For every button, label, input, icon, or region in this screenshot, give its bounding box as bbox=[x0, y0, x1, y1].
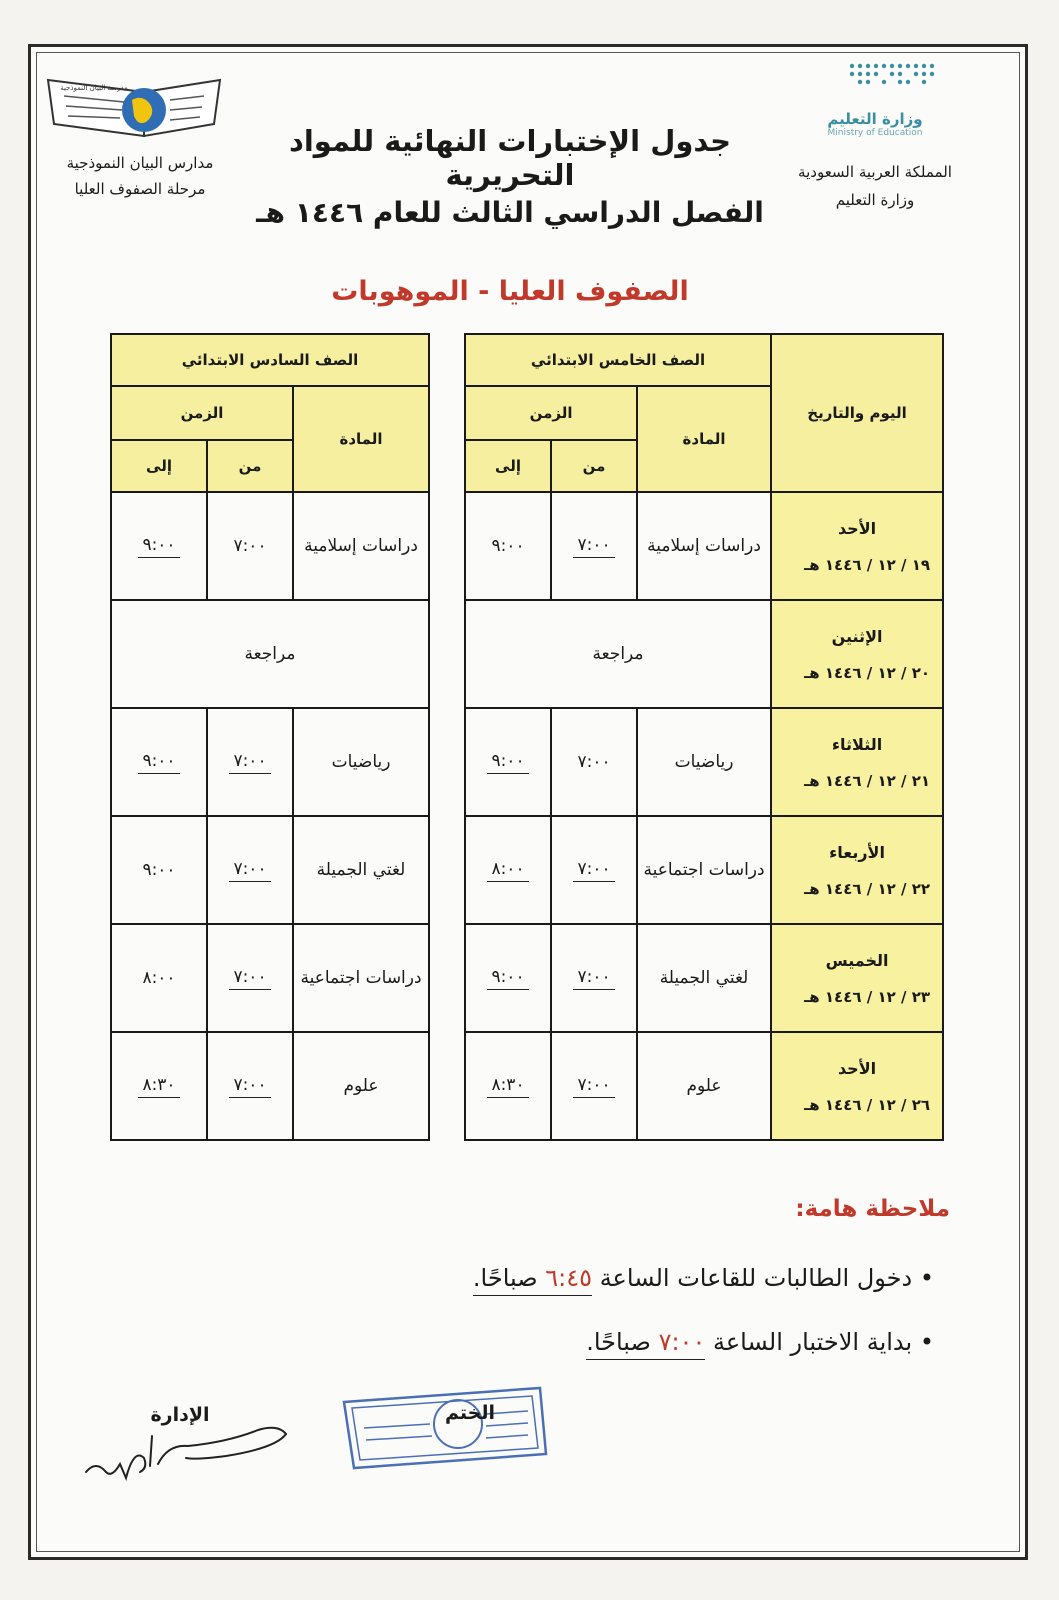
g6-from: ٧:٠٠ bbox=[229, 751, 270, 774]
stamp-label: الختم bbox=[445, 1402, 495, 1424]
day-name: الأحد bbox=[837, 1058, 877, 1078]
g6-from: ٧:٠٠ bbox=[233, 536, 267, 556]
day-date: ١٩ / ١٢ / ١٤٤٦ هـ bbox=[804, 555, 931, 574]
note1-prefix: • دخول الطالبات للقاعات الساعة bbox=[599, 1264, 934, 1292]
g5-from-cell bbox=[551, 924, 637, 1032]
g5-subject: لغتي الجميلة bbox=[637, 924, 771, 1032]
g6-to: ٨:٠٠ bbox=[142, 968, 176, 988]
ministry-text bbox=[790, 158, 960, 214]
day-cell bbox=[771, 1032, 943, 1140]
g5-from: ٧:٠٠ bbox=[573, 1075, 614, 1098]
day-cell bbox=[771, 708, 943, 816]
g5-to: ٨:٠٠ bbox=[487, 859, 528, 882]
day-date: ٢١ / ١٢ / ١٤٤٦ هـ bbox=[804, 771, 931, 790]
note-exam-start bbox=[586, 1328, 934, 1356]
table-row bbox=[111, 924, 943, 1032]
g5-from-cell bbox=[551, 708, 637, 816]
table-row bbox=[111, 816, 943, 924]
exam-schedule-table bbox=[110, 333, 944, 1141]
g6-to: ٩:٠٠ bbox=[138, 751, 179, 774]
day-name: الثلاثاء bbox=[831, 734, 883, 754]
g5-subject-header: المادة bbox=[637, 386, 771, 492]
table-row bbox=[111, 708, 943, 816]
note2-time-wrap bbox=[586, 1328, 705, 1360]
school-logo bbox=[44, 74, 224, 144]
g5-from-cell bbox=[551, 816, 637, 924]
day-cell bbox=[771, 492, 943, 600]
school-name-line2: مرحلة الصفوف العليا bbox=[74, 180, 206, 198]
day-name: الأحد bbox=[837, 518, 877, 538]
day-name: الخميس bbox=[825, 950, 889, 970]
note1-time-wrap bbox=[473, 1264, 592, 1296]
g6-to: ٩:٠٠ bbox=[142, 860, 176, 880]
note2-prefix: • بداية الاختبار الساعة bbox=[712, 1328, 934, 1356]
grade5-header: الصف الخامس الابتدائي bbox=[465, 334, 771, 386]
g5-subject: دراسات اجتماعية bbox=[637, 816, 771, 924]
g5-subject: علوم bbox=[637, 1032, 771, 1140]
g6-to-cell bbox=[111, 708, 207, 816]
table-separator bbox=[429, 334, 465, 1140]
page-subtitle: الفصل الدراسي الثالث للعام ١٤٤٦ هـ bbox=[256, 196, 764, 229]
day-date: ٢٢ / ١٢ / ١٤٤٦ هـ bbox=[804, 879, 931, 898]
day-name: الأربعاء bbox=[829, 842, 885, 862]
admin-label: الإدارة bbox=[150, 1404, 210, 1426]
note2-suffix: صباحًا. bbox=[586, 1328, 651, 1356]
kingdom-name: المملكة العربية السعودية bbox=[798, 163, 952, 181]
g5-to-cell bbox=[465, 708, 551, 816]
table-row bbox=[111, 492, 943, 600]
school-stamp bbox=[340, 1384, 550, 1474]
g6-from-cell bbox=[207, 924, 293, 1032]
day-cell bbox=[771, 924, 943, 1032]
note-entry-time bbox=[473, 1264, 934, 1292]
g6-from-cell bbox=[207, 816, 293, 924]
g6-from-cell bbox=[207, 492, 293, 600]
g6-subject: علوم bbox=[293, 1032, 429, 1140]
g6-subject: لغتي الجميلة bbox=[293, 816, 429, 924]
ministry-logo-en: Ministry of Education bbox=[827, 128, 923, 138]
ministry-logo bbox=[800, 58, 950, 148]
g5-from-header: من bbox=[551, 440, 637, 492]
g5-from-cell bbox=[551, 492, 637, 600]
g5-to-cell bbox=[465, 492, 551, 600]
g6-to-cell bbox=[111, 924, 207, 1032]
g6-from: ٧:٠٠ bbox=[229, 1075, 270, 1098]
page-title: جدول الإختبارات النهائية للمواد التحريرية bbox=[288, 124, 732, 192]
g6-to-cell bbox=[111, 816, 207, 924]
g5-from-cell bbox=[551, 1032, 637, 1140]
day-date: ٢٦ / ١٢ / ١٤٤٦ هـ bbox=[804, 1095, 931, 1114]
g6-to-header: إلى bbox=[111, 440, 207, 492]
g6-from: ٧:٠٠ bbox=[229, 859, 270, 882]
g6-subject-header: المادة bbox=[293, 386, 429, 492]
g6-from-cell bbox=[207, 1032, 293, 1140]
g5-review: مراجعة bbox=[465, 600, 771, 708]
g6-review: مراجعة bbox=[111, 600, 429, 708]
school-logo-text: مدرسة البيان النموذجية bbox=[60, 84, 128, 92]
g5-from: ٧:٠٠ bbox=[573, 859, 614, 882]
g6-subject: دراسات اجتماعية bbox=[293, 924, 429, 1032]
day-name: الإثنين bbox=[831, 626, 883, 646]
note1-time: ٦:٤٥ bbox=[545, 1264, 593, 1292]
school-name-line1: مدارس البيان النموذجية bbox=[66, 154, 214, 172]
ministry-dots-icon bbox=[800, 58, 950, 98]
g6-to-cell bbox=[111, 492, 207, 600]
section-title: الصفوف العليا - الموهوبات bbox=[331, 276, 689, 307]
g6-to: ٨:٣٠ bbox=[138, 1075, 179, 1098]
day-date-header: اليوم والتاريخ bbox=[771, 334, 943, 492]
g6-subject: رياضيات bbox=[293, 708, 429, 816]
g5-to: ٩:٠٠ bbox=[487, 751, 528, 774]
ministry-name: وزارة التعليم bbox=[835, 191, 915, 209]
g5-from: ٧:٠٠ bbox=[577, 752, 611, 772]
table-row bbox=[111, 600, 943, 708]
g6-from: ٧:٠٠ bbox=[229, 967, 270, 990]
g5-to-cell bbox=[465, 1032, 551, 1140]
school-name bbox=[40, 150, 240, 202]
note1-suffix: صباحًا. bbox=[472, 1264, 538, 1292]
g5-to-cell bbox=[465, 924, 551, 1032]
g6-from-header: من bbox=[207, 440, 293, 492]
notes-title: ملاحظة هامة: bbox=[795, 1196, 950, 1222]
g5-from: ٧:٠٠ bbox=[573, 967, 614, 990]
g5-to-header: إلى bbox=[465, 440, 551, 492]
g5-to: ٩:٠٠ bbox=[487, 967, 528, 990]
g5-to: ٩:٠٠ bbox=[491, 536, 525, 556]
g5-time-header: الزمن bbox=[465, 386, 637, 440]
g5-to: ٨:٣٠ bbox=[487, 1075, 528, 1098]
signature-icon bbox=[80, 1410, 290, 1490]
g6-to: ٩:٠٠ bbox=[138, 535, 179, 558]
g6-time-header: الزمن bbox=[111, 386, 293, 440]
g5-from: ٧:٠٠ bbox=[573, 535, 614, 558]
table-row bbox=[111, 1032, 943, 1140]
g6-subject: دراسات إسلامية bbox=[293, 492, 429, 600]
day-cell bbox=[771, 600, 943, 708]
g6-to-cell bbox=[111, 1032, 207, 1140]
ministry-logo-ar: وزارة التعليم bbox=[827, 110, 923, 128]
day-cell bbox=[771, 816, 943, 924]
g6-from-cell bbox=[207, 708, 293, 816]
g5-subject: دراسات إسلامية bbox=[637, 492, 771, 600]
grade6-header: الصف السادس الابتدائي bbox=[111, 334, 429, 386]
g5-subject: رياضيات bbox=[637, 708, 771, 816]
note2-time: ٧:٠٠ bbox=[658, 1328, 706, 1356]
day-date: ٢٠ / ١٢ / ١٤٤٦ هـ bbox=[804, 663, 931, 682]
g5-to-cell bbox=[465, 816, 551, 924]
day-date: ٢٣ / ١٢ / ١٤٤٦ هـ bbox=[804, 987, 931, 1006]
